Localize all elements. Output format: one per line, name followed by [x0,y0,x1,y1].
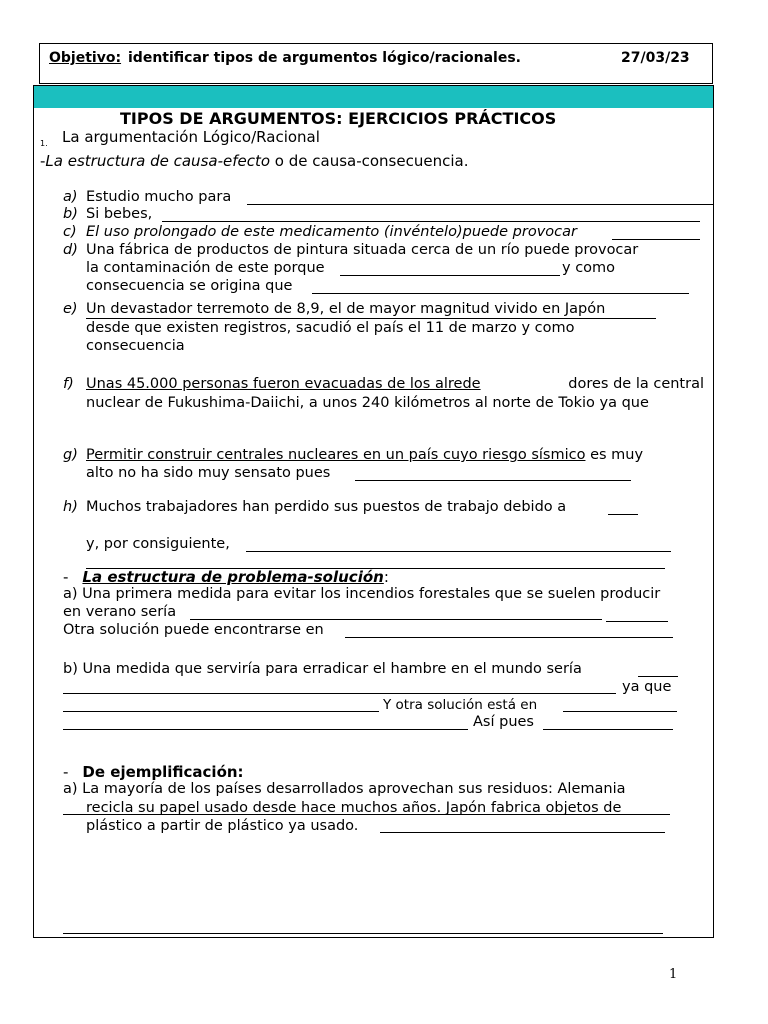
ps-b-answer-line-4[interactable] [563,711,677,712]
item-d-answer-line-2[interactable] [312,293,689,294]
item-g-answer-line[interactable] [355,480,631,481]
item-g-line1: Permitir construir centrales nucleares en un país cuyo riesgo sísmico es muy [86,447,644,463]
item-e-letter: e) [63,301,78,317]
item-c-letter: c) [63,224,77,240]
item-a-letter: a) [63,189,78,205]
ex-line2: recicla su papel usado desde hace muchos años. Japón fabrica objetos de [86,800,622,816]
item-d-line1: Una fábrica de productos de pintura situada cerca de un río puede provocar [86,242,639,258]
item-e-line2: desde que existen registros, sacudió el país el 11 de marzo y como [86,320,575,336]
item-g-line2: alto no ha sido muy sensato pues [86,465,331,481]
ex-answer-line-1[interactable] [380,832,665,833]
page-number: 1 [669,967,678,982]
ps-b-asi: Así pues [473,714,534,730]
item-f-line2: nuclear de Fukushima-Daiichi, a unos 240 kilómetros al norte de Tokio ya que [86,395,649,411]
ps-b-yaque: ya que [622,679,672,695]
item-d-line2a: la contaminación de este porque [86,260,325,276]
item-h-answer-line-1[interactable] [608,514,638,515]
item-b-letter: b) [63,206,78,222]
ps-a-line1: a) Una primera medida para evitar los incendios forestales que se suelen producir [63,586,661,602]
ps-b-answer-line-2[interactable] [63,693,616,694]
objective-label: Objetivo: [49,50,122,66]
ps-a-answer-line-2[interactable] [345,637,673,638]
item-f-letter: f) [63,376,74,392]
section-heading: La argumentación Lógico/Racional [62,128,320,146]
objective-text: identificar tipos de argumentos lógico/racionales. [128,50,522,66]
item-d-line2b: y como [562,260,616,276]
item-f-line1: Unas 45.000 personas fueron evacuadas de los alrede dores de la central [86,376,704,392]
objective-date: 27/03/23 [621,50,690,66]
item-a-answer-line[interactable] [247,204,714,205]
item-g-letter: g) [63,447,78,463]
header-color-bar [34,86,713,108]
ps-b-answer-line-3[interactable] [63,711,379,712]
cause-effect-heading: -La estructura de causa-efecto o de causa-consecuencia. [40,152,469,170]
item-h-line1: Muchos trabajadores han perdido sus puestos de trabajo debido a [86,499,567,515]
item-b-text: Si bebes, [86,206,153,222]
item-c-text: El uso prolongado de este medicamento (invéntelo)puede provocar [86,224,577,240]
ps-b-answer-line-6[interactable] [543,729,673,730]
item-e-line1: Un devastador terremoto de 8,9, el de mayor magnitud vivido en Japón [86,301,606,317]
item-h-answer-line-2[interactable] [246,551,671,552]
item-h-line2: y, por consiguiente, [86,536,230,552]
ex-strike-line [63,814,670,815]
ps-a-answer-line-1b[interactable] [606,621,668,622]
ex-line1: a) La mayoría de los países desarrollados aprovechan sus residuos: Alemania [63,781,626,797]
ps-a-line2: en verano sería [63,604,177,620]
item-e-underline-1 [86,318,656,319]
page-title: TIPOS DE ARGUMENTOS: EJERCICIOS PRÁCTICOS [120,109,557,128]
ps-b-line1: b) Una medida que serviría para erradicar el hambre en el mundo sería [63,661,582,677]
ex-answer-line-2[interactable] [63,933,663,934]
ps-b-answer-line-5[interactable] [63,729,468,730]
item-b-answer-line[interactable] [162,221,700,222]
exemplification-heading: - De ejemplificación: [63,763,244,781]
item-e-line3: consecuencia [86,338,185,354]
item-h-letter: h) [63,499,78,515]
item-c-answer-line[interactable] [612,239,700,240]
ps-a-line3: Otra solución puede encontrarse en [63,622,324,638]
section-number: 1. [40,139,48,148]
ex-line3: plástico a partir de plástico ya usado. [86,818,359,834]
ps-a-answer-line-1[interactable] [190,619,602,620]
item-d-letter: d) [63,242,78,258]
item-d-answer-line-1[interactable] [340,275,560,276]
item-a-text: Estudio mucho para [86,189,232,205]
ps-b-answer-line-1[interactable] [638,676,678,677]
item-d-line3: consecuencia se origina que [86,278,293,294]
problem-solution-heading: - La estructura de problema-solución: [63,568,389,586]
ps-b-otra: Y otra solución está en [383,697,538,713]
